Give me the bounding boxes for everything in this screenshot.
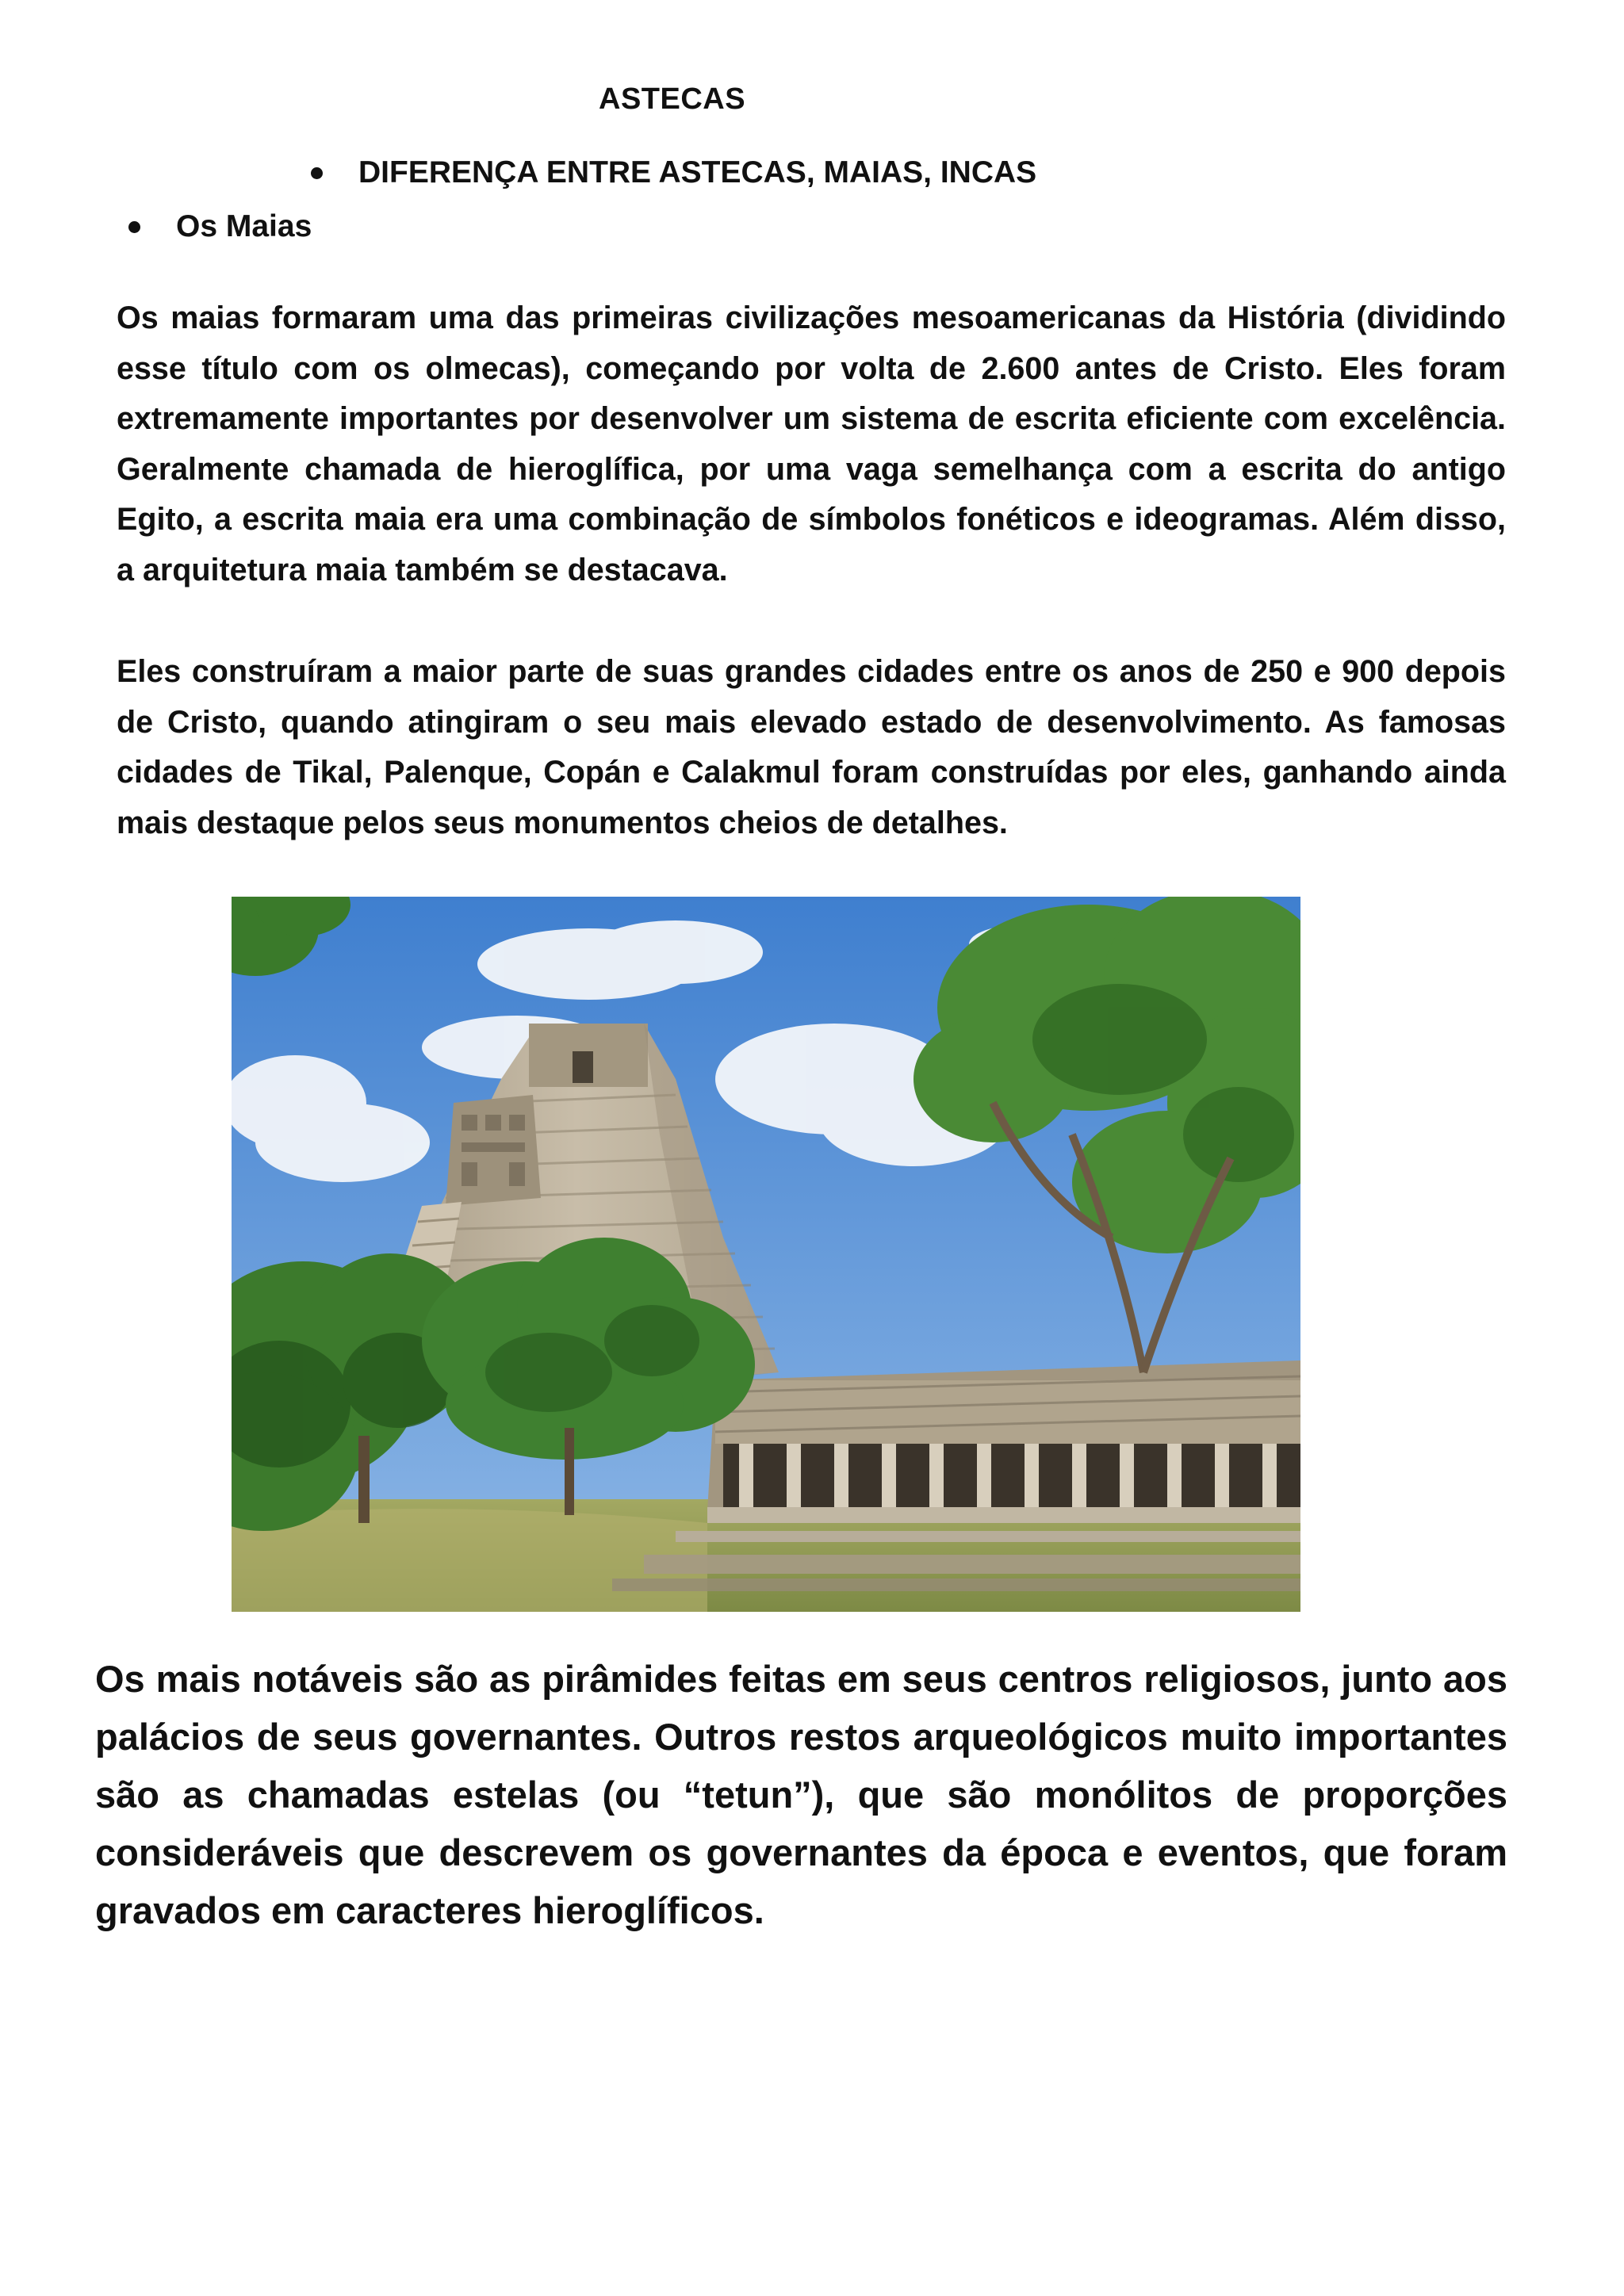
paragraph-maias-origin: Os maias formaram uma das primeiras civilizações mesoamericanas da História (dividindo esse título com os olmecas), começando por volta de 2.600 antes de Cristo. Eles foram extremamente importantes por desenvolver um sistema de escrita eficiente com excelência. Geralmente chamada de hieroglífica, por uma vaga semelhança com a escrita do antigo Egito, a escrita maia era uma combinação de símbolos fonéticos e ideogramas. Além disso, a arquitetura maia também se destacava. (117, 300, 1506, 587)
bullet-item-maias (128, 209, 312, 244)
document-title: ASTECAS (599, 82, 746, 116)
bullet-text: Os Maias (176, 209, 312, 243)
colonnade-building (676, 1360, 1300, 1542)
bullet-item-differences (311, 155, 1036, 190)
paragraph-maias-cities: Eles construíram a maior parte de suas grandes cidades entre os anos de 250 e 900 depois de Cristo, quando atingiram o seu mais elevado estado de desenvolvimento. As famosas cidades de Tikal, Palenque, Copán e Calakmul foram construídas por eles, ganhando ainda mais destaque pelos seus monumentos cheios de detalhes. (117, 654, 1506, 840)
bullet-text: DIFERENÇA ENTRE ASTECAS, MAIAS, INCAS (358, 155, 1037, 189)
paragraph-maias-pyramids: Os mais notáveis são as pirâmides feitas em seus centros religiosos, junto aos palácios de seus governantes. Outros restos arqueológicos muito importantes são as chamadas estelas (ou “tetun”), que são monólitos de proporções consideráveis que descrevem os governantes da época e eventos, que foram gravados em caracteres hieroglíficos. (95, 1658, 1507, 1931)
mayan-pyramid-photo (232, 897, 1300, 1612)
bullet-icon (311, 167, 323, 179)
bullet-icon (128, 221, 140, 233)
